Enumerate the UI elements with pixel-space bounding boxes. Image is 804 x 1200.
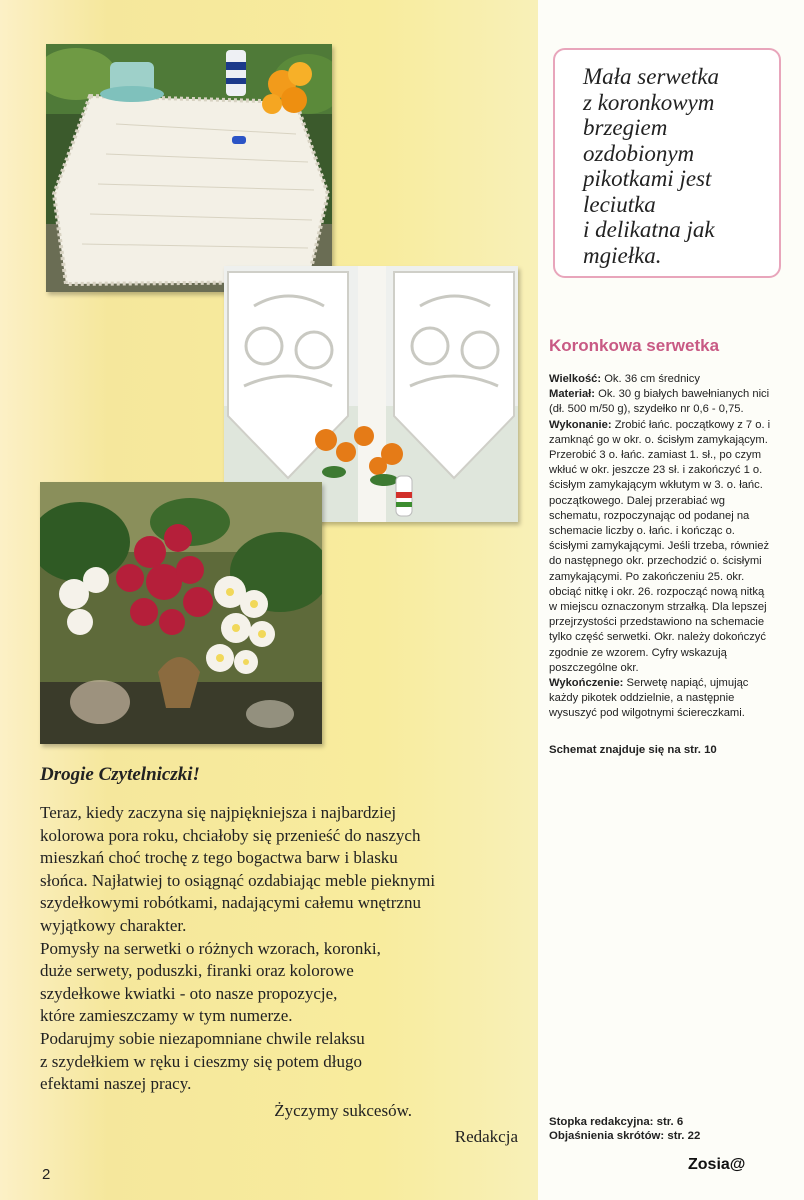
letter-body bbox=[40, 802, 520, 1096]
quote-line: mgiełka. bbox=[583, 242, 662, 268]
letter-greeting: Drogie Czytelniczki! bbox=[40, 764, 200, 785]
footer-references bbox=[549, 1115, 700, 1143]
letter-line: efektami naszej pracy. bbox=[40, 1074, 192, 1094]
letter-line: szydełkowe kwiatki - oto nasze propozycje, bbox=[40, 983, 338, 1003]
editorial-letter bbox=[40, 764, 520, 1149]
flowers-photo bbox=[40, 482, 322, 744]
letter-signature: Redakcja bbox=[454, 1127, 518, 1147]
pattern-title: Koronkowa serwetka bbox=[549, 336, 720, 355]
watermark-signature: Zosia@ bbox=[688, 1156, 746, 1173]
quote-text bbox=[583, 64, 783, 268]
letter-line: kolorowa pora roku, chciałoby się przenieść do naszych bbox=[40, 825, 421, 845]
material-value: Ok. 30 g białych bawełnianych nici (dł. 500 m/50 g), szydełko nr 0,6 - 0,75. bbox=[549, 388, 770, 416]
execution-value: Zrobić łańc. początkowy z 7 o. i zamknąć go w okr. o. ścisłym zamykającym. Przerobić 3 o. łańc. zamiast 1. sł., po czym wkłuć w okr. jeszcze 23 sł. i zakończyć 1 o. ścisłym zamykającym wkłutym w 3. o. łańc. początkowego. Dalej przerabiać wg schematu, rozpoczynając od podanej na schemacie liczby o. łańc. i kończąc o. ścisłymi zamykającymi. Jeśli trzeba, również do następnego okr. przechodzić o. ścisłymi zamykającymi. Po zakończeniu 25. okr. obciąć nitkę i okr. 26. rozpocząć nową nitką w miejscu oznaczonym strzałką. Dla lepszej przejrzystości przedstawiono na schemacie tylko część serwetki. Okr. należy dokończyć zgodnie ze wzorem. Cyfry wskazują poszczególne okr. bbox=[549, 418, 771, 674]
scheme-note: Schemat znajduje się na str. 10 bbox=[549, 743, 717, 756]
quote-line: Mała serwetka bbox=[583, 64, 720, 89]
pattern-body bbox=[549, 372, 775, 722]
letter-line: mieszkań choć trochę z tego bogactwa barw i blasku bbox=[40, 848, 398, 868]
size-value: Ok. 36 cm średnicy bbox=[601, 373, 700, 385]
finishing-label: Wykończenie: bbox=[549, 677, 624, 690]
size-label: Wielkość: bbox=[549, 373, 602, 385]
quote-line: i delikatna jak bbox=[583, 217, 715, 242]
finishing-value: Serwetę napiąć, ujmując każdy pikotek oddzielnie, a następnie wysuszyć pod wilgotnymi ściereczkami. bbox=[549, 677, 749, 720]
letter-line: wyjątkowy charakter. bbox=[40, 915, 187, 935]
letter-line: słońca. Najłatwiej to osiągnąć ozdabiając meble pieknymi bbox=[40, 870, 436, 890]
abbreviations-ref: Objaśnienia skrótów: str. 22 bbox=[549, 1130, 701, 1142]
execution-paragraph bbox=[549, 418, 775, 676]
finishing-paragraph bbox=[549, 676, 775, 722]
quote-line: ozdobionym bbox=[583, 140, 695, 166]
letter-wish: Życzymy sukcesów. bbox=[274, 1100, 412, 1120]
quote-line: leciutka bbox=[583, 191, 656, 217]
material-paragraph bbox=[549, 387, 775, 417]
material-label: Materiał: bbox=[549, 388, 596, 401]
letter-line: Pomysły na serwetki o różnych wzorach, koronki, bbox=[40, 938, 381, 958]
pattern-instructions bbox=[549, 336, 775, 756]
quote-line: z koronkowym bbox=[583, 89, 715, 115]
page-number: 2 bbox=[42, 1166, 51, 1183]
letter-line: duże serwety, poduszki, firanki oraz kolorowe bbox=[40, 961, 354, 981]
editorial-ref: Stopka redakcyjna: str. 6 bbox=[549, 1116, 684, 1128]
letter-line: Podarujmy sobie niezapomniane chwile relaksu bbox=[40, 1028, 365, 1048]
letter-line: które zamieszczamy w tym numerze. bbox=[40, 1006, 293, 1026]
tablecloth-photo bbox=[46, 44, 332, 292]
letter-line: z szydełkiem w ręku i cieszmy się potem długo bbox=[40, 1051, 362, 1071]
letter-line: szydełkowymi robótkami, nadającymi całemu wnętrznu bbox=[40, 893, 421, 913]
execution-label: Wykonanie: bbox=[549, 418, 612, 431]
size-paragraph bbox=[549, 372, 775, 387]
quote-line: brzegiem bbox=[583, 115, 668, 140]
quote-box bbox=[553, 48, 781, 278]
quote-line: pikotkami jest bbox=[583, 166, 712, 191]
letter-line: Teraz, kiedy zaczyna się najpiękniejsza i najbardziej bbox=[40, 803, 397, 822]
